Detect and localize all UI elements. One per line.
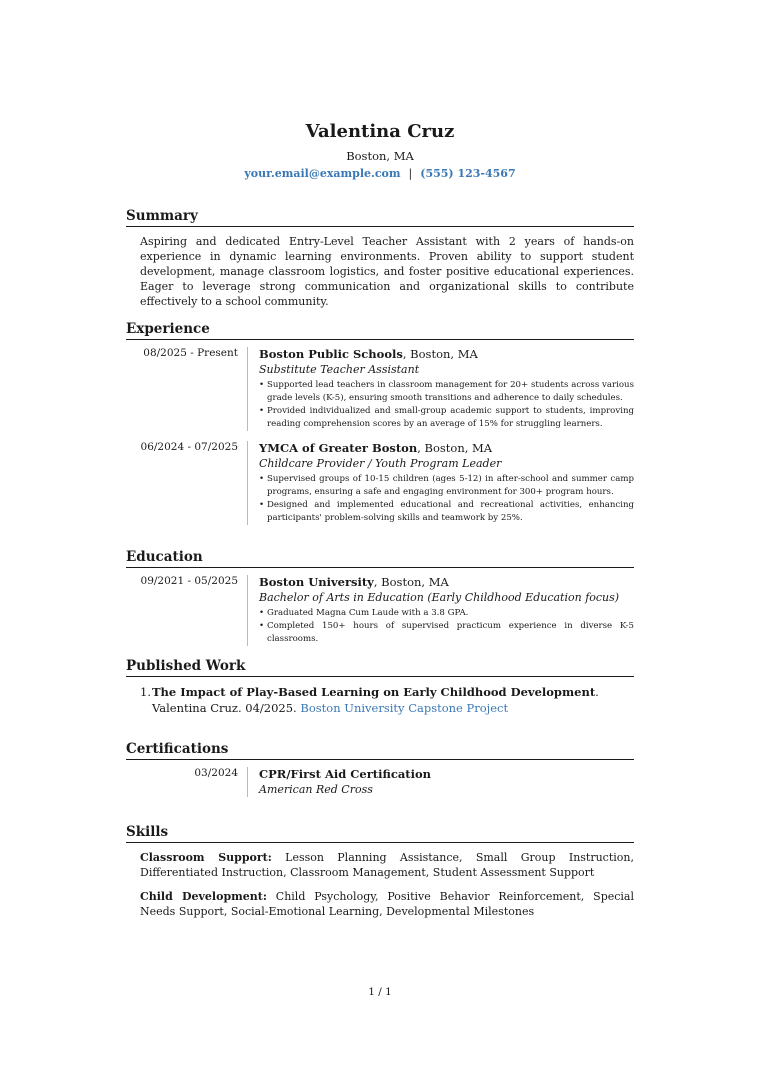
experience-entry: [126, 441, 634, 525]
skill-list: Child Psychology, Positive Behavior Reinforcement, Special Needs Support, Social-Emotional Learning, Developmental Milestones: [140, 890, 634, 918]
publication-number: 1.: [140, 685, 151, 699]
section-title-experience: Experience: [126, 321, 634, 340]
section-title-certifications: Certifications: [126, 741, 634, 760]
entry-date: 03/2024: [194, 767, 238, 779]
entry-date: 09/2021 - 05/2025: [140, 575, 238, 587]
bullet-item: • Graduated Magna Cum Laude with a 3.8 GPA.: [259, 607, 634, 620]
skill-label: Child Development:: [140, 890, 267, 903]
entry-body: [247, 575, 634, 646]
section-title-skills: Skills: [126, 824, 634, 843]
publication-details: . Valentina Cruz. 04/2025.: [152, 685, 599, 715]
publication-title: The Impact of Play-Based Learning on Early Childhood Development: [152, 685, 596, 699]
experience-section: [126, 321, 634, 525]
skill-label: Classroom Support:: [140, 851, 272, 864]
entry-organization: Boston University: [259, 575, 374, 589]
entry-role: Bachelor of Arts in Education (Early Childhood Education focus): [259, 591, 620, 604]
entry-location: , Boston, MA: [373, 575, 449, 589]
entry-body: [247, 767, 634, 797]
entry-bullets: [259, 607, 634, 646]
skill-group: [140, 889, 634, 919]
bullet-item: • Supervised groups of 10-15 children (ages 5-12) in after-school and summer camp programs, ensuring a safe and engaging environment for 300+ program hours.: [259, 473, 634, 499]
entry-body: [247, 347, 634, 431]
contact-separator: |: [408, 167, 413, 180]
bullet-item: • Completed 150+ hours of supervised practicum experience in diverse K-5 classrooms.: [259, 620, 634, 646]
candidate-name: Valentina Cruz: [305, 121, 455, 142]
education-section: [126, 549, 634, 646]
publication-item: [140, 684, 634, 716]
page-number: 1 / 1: [368, 986, 392, 998]
entry-organization: Boston Public Schools: [259, 347, 403, 361]
entry-role: Childcare Provider / Youth Program Leader: [259, 457, 502, 470]
published-section: [126, 658, 634, 716]
publication-link[interactable]: Boston University Capstone Project: [300, 701, 509, 715]
entry-date: 06/2024 - 07/2025: [140, 441, 238, 453]
education-entry: [126, 575, 634, 646]
email-link[interactable]: your.email@example.com: [244, 167, 401, 180]
entry-bullets: [259, 379, 634, 431]
skills-section: [126, 824, 634, 919]
bullet-item: • Supported lead teachers in classroom management for 20+ students across various grade levels (K-5), ensuring smooth transitions and adherence to daily schedules.: [259, 379, 634, 405]
entry-location: , Boston, MA: [417, 441, 493, 455]
skill-list: Lesson Planning Assistance, Small Group Instruction, Differentiated Instruction, Classroom Management, Student Assessment Support: [140, 851, 634, 879]
entry-heading: [259, 441, 634, 456]
certification-name: CPR/First Aid Certification: [259, 767, 432, 781]
entry-heading: [259, 347, 634, 362]
certifications-section: [126, 741, 634, 797]
skill-group: [140, 850, 634, 880]
phone-link[interactable]: (555) 123-4567: [420, 167, 516, 180]
contact-line: [0, 167, 760, 180]
bullet-item: • Provided individualized and small-group academic support to students, improving reading comprehension scores by an average of 15% for struggling learners.: [259, 405, 634, 431]
section-title-education: Education: [126, 549, 634, 568]
summary-section: [126, 208, 634, 309]
entry-bullets: [259, 473, 634, 525]
section-title-summary: Summary: [126, 208, 634, 227]
entry-location: , Boston, MA: [402, 347, 478, 361]
entry-heading: [259, 767, 634, 782]
bullet-item: • Designed and implemented educational and recreational activities, enhancing participants' problem-solving skills and teamwork by 25%.: [259, 499, 634, 525]
certification-issuer: American Red Cross: [259, 783, 373, 796]
certification-entry: [126, 767, 634, 797]
entry-role: Substitute Teacher Assistant: [259, 363, 420, 376]
entry-body: [247, 441, 634, 525]
entry-organization: YMCA of Greater Boston: [259, 441, 418, 455]
summary-text: Aspiring and dedicated Entry-Level Teacher Assistant with 2 years of hands-on experience in dynamic learning environments. Proven ability to support student development, manage classroom logistics, and foster positive educational experiences. Eager to leverage strong communication and organizational skills to contribute effectively to a school community.: [140, 235, 634, 308]
candidate-location: Boston, MA: [346, 149, 414, 163]
section-title-published: Published Work: [126, 658, 634, 677]
experience-entry: [126, 347, 634, 431]
entry-heading: [259, 575, 634, 590]
entry-date: 08/2025 - Present: [143, 347, 238, 359]
